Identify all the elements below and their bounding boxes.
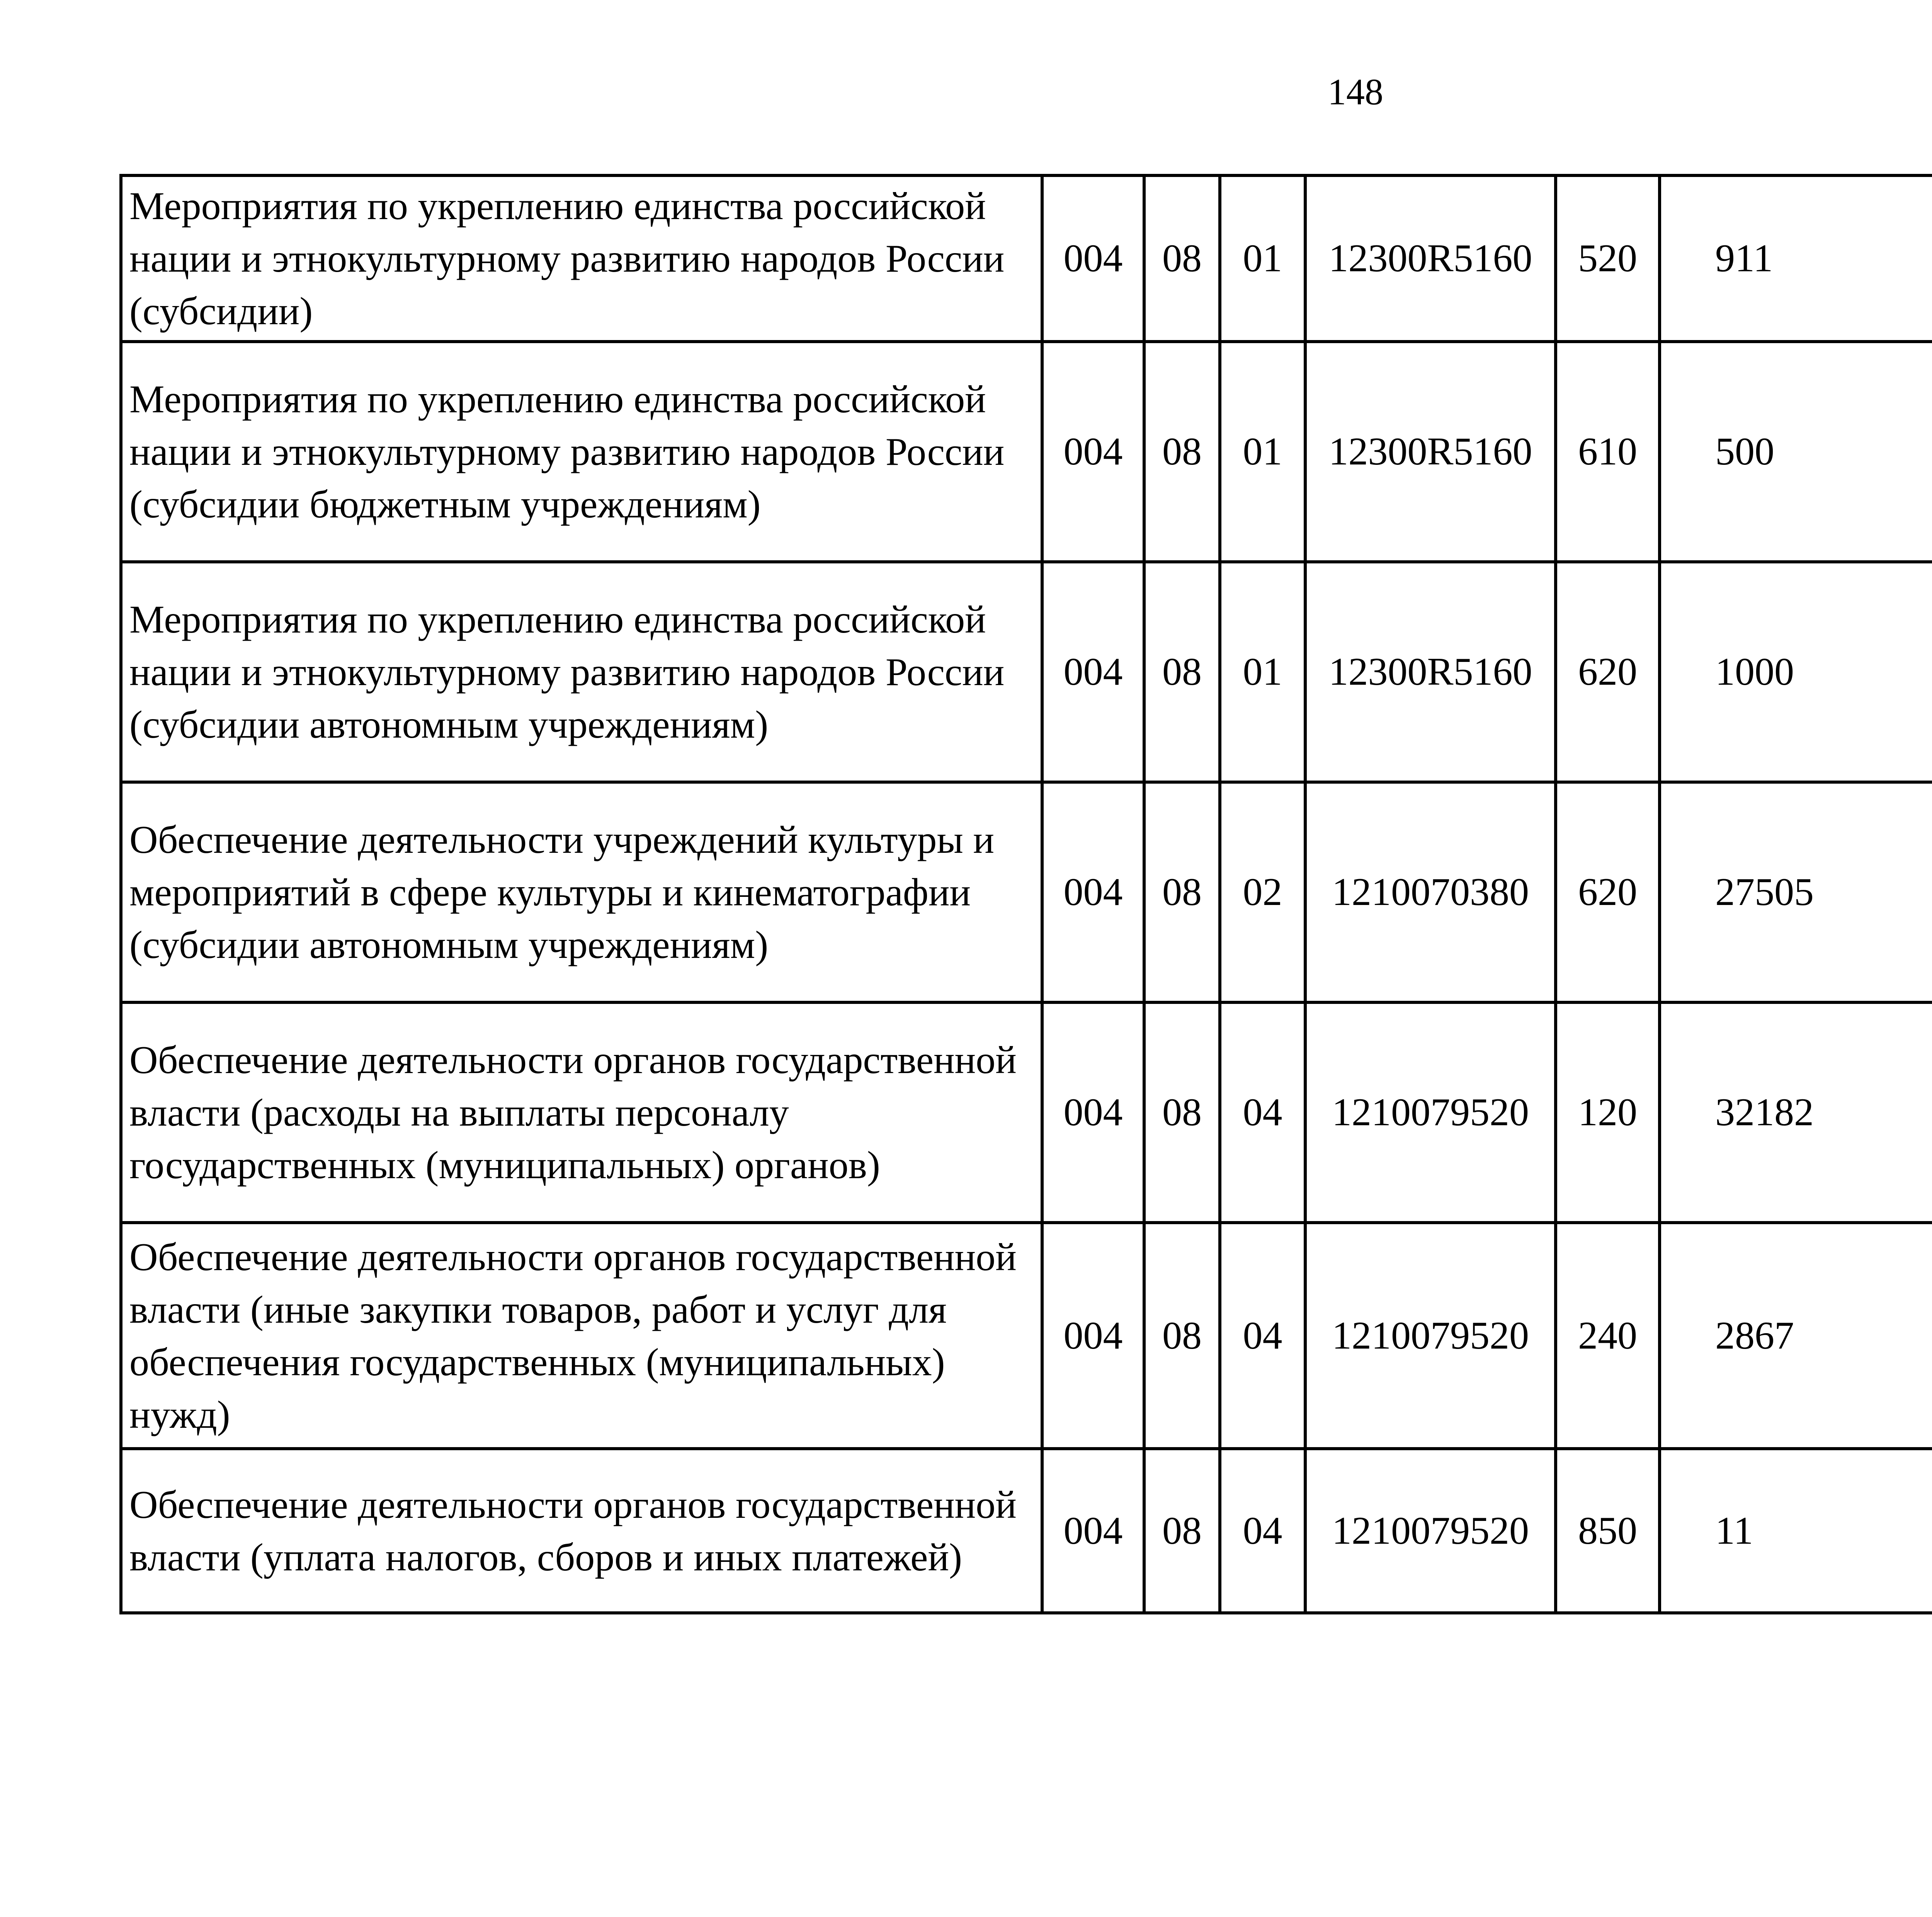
- target-article-code: 12300R5160: [1305, 562, 1556, 782]
- section-code: 08: [1144, 1449, 1220, 1613]
- subsection-code: 01: [1220, 342, 1305, 562]
- expense-type-code: 610: [1556, 342, 1660, 562]
- ministry-code: 004: [1042, 1449, 1144, 1613]
- amount-1: 2867: [1660, 1223, 1932, 1449]
- row-description: Мероприятия по укреплению единства российской нации и этнокультурному развитию народов России (субсидии бюджетным учреждениям): [121, 342, 1042, 562]
- row-description: Мероприятия по укреплению единства российской нации и этнокультурному развитию народов России (субсидии): [121, 175, 1042, 342]
- ministry-code: 004: [1042, 342, 1144, 562]
- expense-type-code: 240: [1556, 1223, 1660, 1449]
- table-row: [121, 1223, 1932, 1449]
- target-article-code: 1210070380: [1305, 782, 1556, 1002]
- row-description: Обеспечение деятельности учреждений культуры и мероприятий в сфере культуры и кинематографии (субсидии автономным учреждениям): [121, 782, 1042, 1002]
- table-row: [121, 342, 1932, 562]
- subsection-code: 04: [1220, 1449, 1305, 1613]
- amount-1: 11: [1660, 1449, 1932, 1613]
- amount-1: 911: [1660, 175, 1932, 342]
- table-body: [121, 175, 1932, 1613]
- subsection-code: 02: [1220, 782, 1305, 1002]
- amount-1: 500: [1660, 342, 1932, 562]
- ministry-code: 004: [1042, 1002, 1144, 1223]
- ministry-code: 004: [1042, 1223, 1144, 1449]
- page-number: 148: [1328, 71, 1383, 112]
- expense-type-code: 620: [1556, 782, 1660, 1002]
- row-description: Обеспечение деятельности органов государственной власти (уплата налогов, сборов и иных платежей): [121, 1449, 1042, 1613]
- table-row: [121, 1002, 1932, 1223]
- ministry-code: 004: [1042, 782, 1144, 1002]
- expense-type-code: 120: [1556, 1002, 1660, 1223]
- target-article-code: 12300R5160: [1305, 342, 1556, 562]
- expense-type-code: 520: [1556, 175, 1660, 342]
- section-code: 08: [1144, 782, 1220, 1002]
- target-article-code: 12300R5160: [1305, 175, 1556, 342]
- amount-1: 32182: [1660, 1002, 1932, 1223]
- subsection-code: 01: [1220, 562, 1305, 782]
- table-row: [121, 562, 1932, 782]
- section-code: 08: [1144, 562, 1220, 782]
- expense-type-code: 850: [1556, 1449, 1660, 1613]
- row-description: Мероприятия по укреплению единства российской нации и этнокультурному развитию народов России (субсидии автономным учреждениям): [121, 562, 1042, 782]
- expense-type-code: 620: [1556, 562, 1660, 782]
- subsection-code: 04: [1220, 1223, 1305, 1449]
- table-row: [121, 1449, 1932, 1613]
- section-code: 08: [1144, 175, 1220, 342]
- budget-table: [119, 174, 1932, 1614]
- section-code: 08: [1144, 1223, 1220, 1449]
- ministry-code: 004: [1042, 175, 1144, 342]
- target-article-code: 1210079520: [1305, 1002, 1556, 1223]
- table-row: [121, 175, 1932, 342]
- row-description: Обеспечение деятельности органов государственной власти (расходы на выплаты персоналу государственных (муниципальных) органов): [121, 1002, 1042, 1223]
- amount-1: 1000: [1660, 562, 1932, 782]
- subsection-code: 04: [1220, 1002, 1305, 1223]
- target-article-code: 1210079520: [1305, 1223, 1556, 1449]
- ministry-code: 004: [1042, 562, 1144, 782]
- target-article-code: 1210079520: [1305, 1449, 1556, 1613]
- row-description: Обеспечение деятельности органов государственной власти (иные закупки товаров, работ и услуг для обеспечения государственных (муниципальных) нужд): [121, 1223, 1042, 1449]
- amount-1: 27505: [1660, 782, 1932, 1002]
- table-row: [121, 782, 1932, 1002]
- section-code: 08: [1144, 342, 1220, 562]
- section-code: 08: [1144, 1002, 1220, 1223]
- subsection-code: 01: [1220, 175, 1305, 342]
